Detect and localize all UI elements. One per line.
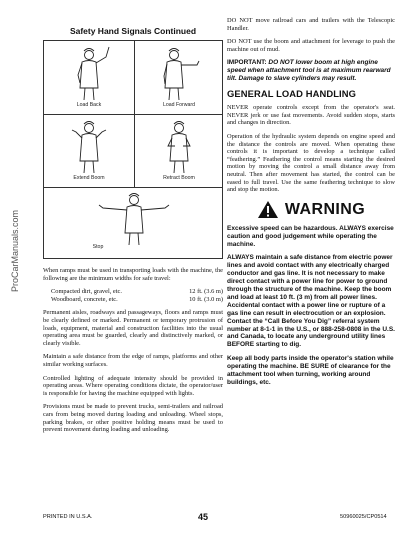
important-text: DO NOT lower boom at high engine speed when attachment tool is at maximum rearward tilt. Damage to slave cylinders may result. (227, 59, 391, 82)
right-column (227, 17, 395, 393)
hand-signals-figure (43, 40, 223, 259)
warning-text: ALWAYS maintain a safe distance from electric power lines and avoid contact with any electrically charged conductor and gas line. It is not necessary to make direct contact with a power line for power to ground through the structure of the machine. Keep the boom and load at least 10 ft. (3 m) from all power lines. Accidental contact with a power line or rupture of a gas line can result in electrocution or an explosion. Contact the “Call Before You Dig” referral system number at 8-1-1 in the U.S., or 888-258-0808 in the U.S. and Canada, to locate any underground utility lines BEFORE starting to dig. (227, 254, 395, 349)
surface-row: Compacted dirt, gravel, etc. 12 ft. (3.6 m) (51, 288, 223, 296)
ramps-intro: When ramps must be used in transporting loads with the machine, the following are the minimum widths for safe travel: (43, 267, 223, 282)
paragraph: DO NOT use the boom and attachment for leverage to push the machine out of mud. (227, 38, 395, 53)
signal-retract-boom: Retract Boom (134, 114, 224, 187)
operator-retract-boom-icon (134, 114, 224, 176)
paragraph: DO NOT move railroad cars and trailers with the Telescopic Handler. (227, 17, 395, 32)
warning-text: Excessive speed can be hazardous. ALWAYS exercise caution and good judgement while operating the machine. (227, 224, 394, 248)
paragraph: Provisions must be made to prevent trucks, semi-trailers and railroad cars from being moved during loading and unloading. Wheel stops, parking brakes, or other positive holding means must be used to prevent movement during loading and unloading. (43, 403, 223, 434)
important-label: IMPORTANT: (227, 59, 267, 67)
operator-extend-boom-icon (44, 114, 134, 176)
footer-doc-number: 50960025/CP0514 (340, 514, 387, 520)
left-column (43, 26, 223, 440)
warning-title: WARNING (284, 200, 366, 218)
important-note (227, 59, 395, 82)
signal-load-back: Load Back (44, 41, 134, 114)
signal-extend-boom: Extend Boom (44, 114, 134, 187)
warning-triangle-icon (257, 200, 279, 219)
page-number: 45 (198, 512, 209, 522)
operator-load-back-icon (44, 41, 134, 103)
warning-banner (227, 200, 395, 220)
paragraph: Permanent aisles, roadways and passageways, floors and ramps must be clearly defined or marked. Permanent or temporary protrusion of loads, equipment, material and construction facilities into the usual operating area must be guarded, clearly and distinctively marked, or clearly visible. (43, 309, 223, 347)
paragraph: Operation of the hydraulic system depends on engine speed and the distance the controls are moved. When operating these controls it is important to develop a technique called “feathering.” Feathering the control means starting the desired motion by moving the control a small distance away from neutral. Then after movement has started, the control can be eased to full travel. Use the same feathering technique to slow and stop the motion. (227, 132, 395, 194)
section-heading: GENERAL LOAD HANDLING (227, 88, 357, 100)
paragraph: Controlled lighting of adequate intensity should be provided in operating areas. Where operating conditions dictate, the operator/user is responsible for having the machine equipped with lights. (43, 374, 223, 397)
footer-printed: PRINTED IN U.S.A. (43, 514, 93, 520)
paragraph: Maintain a safe distance from the edge of ramps, platforms and other similar working surfaces. (43, 353, 223, 368)
operator-stop-icon (44, 187, 224, 247)
section-title: Safety Hand Signals Continued (69, 26, 197, 36)
signal-stop: Stop (44, 187, 224, 258)
paragraph: NEVER operate controls except from the operator's seat. NEVER jerk or use fast movements. Avoid sudden stops, starts and changes in direction. (227, 104, 395, 127)
warning-text: Keep all body parts inside the operator's station while operating the machine. BE SURE of clearance for the attachment tool when turning, working around buildings, etc. (227, 355, 394, 386)
operator-load-forward-icon (134, 41, 224, 103)
signal-load-forward: Load Forward (134, 41, 224, 114)
side-watermark: ProCarManuals.com (10, 209, 20, 292)
surface-row: Woodboard, concrete, etc. 10 ft. (3.0 m) (51, 295, 223, 303)
